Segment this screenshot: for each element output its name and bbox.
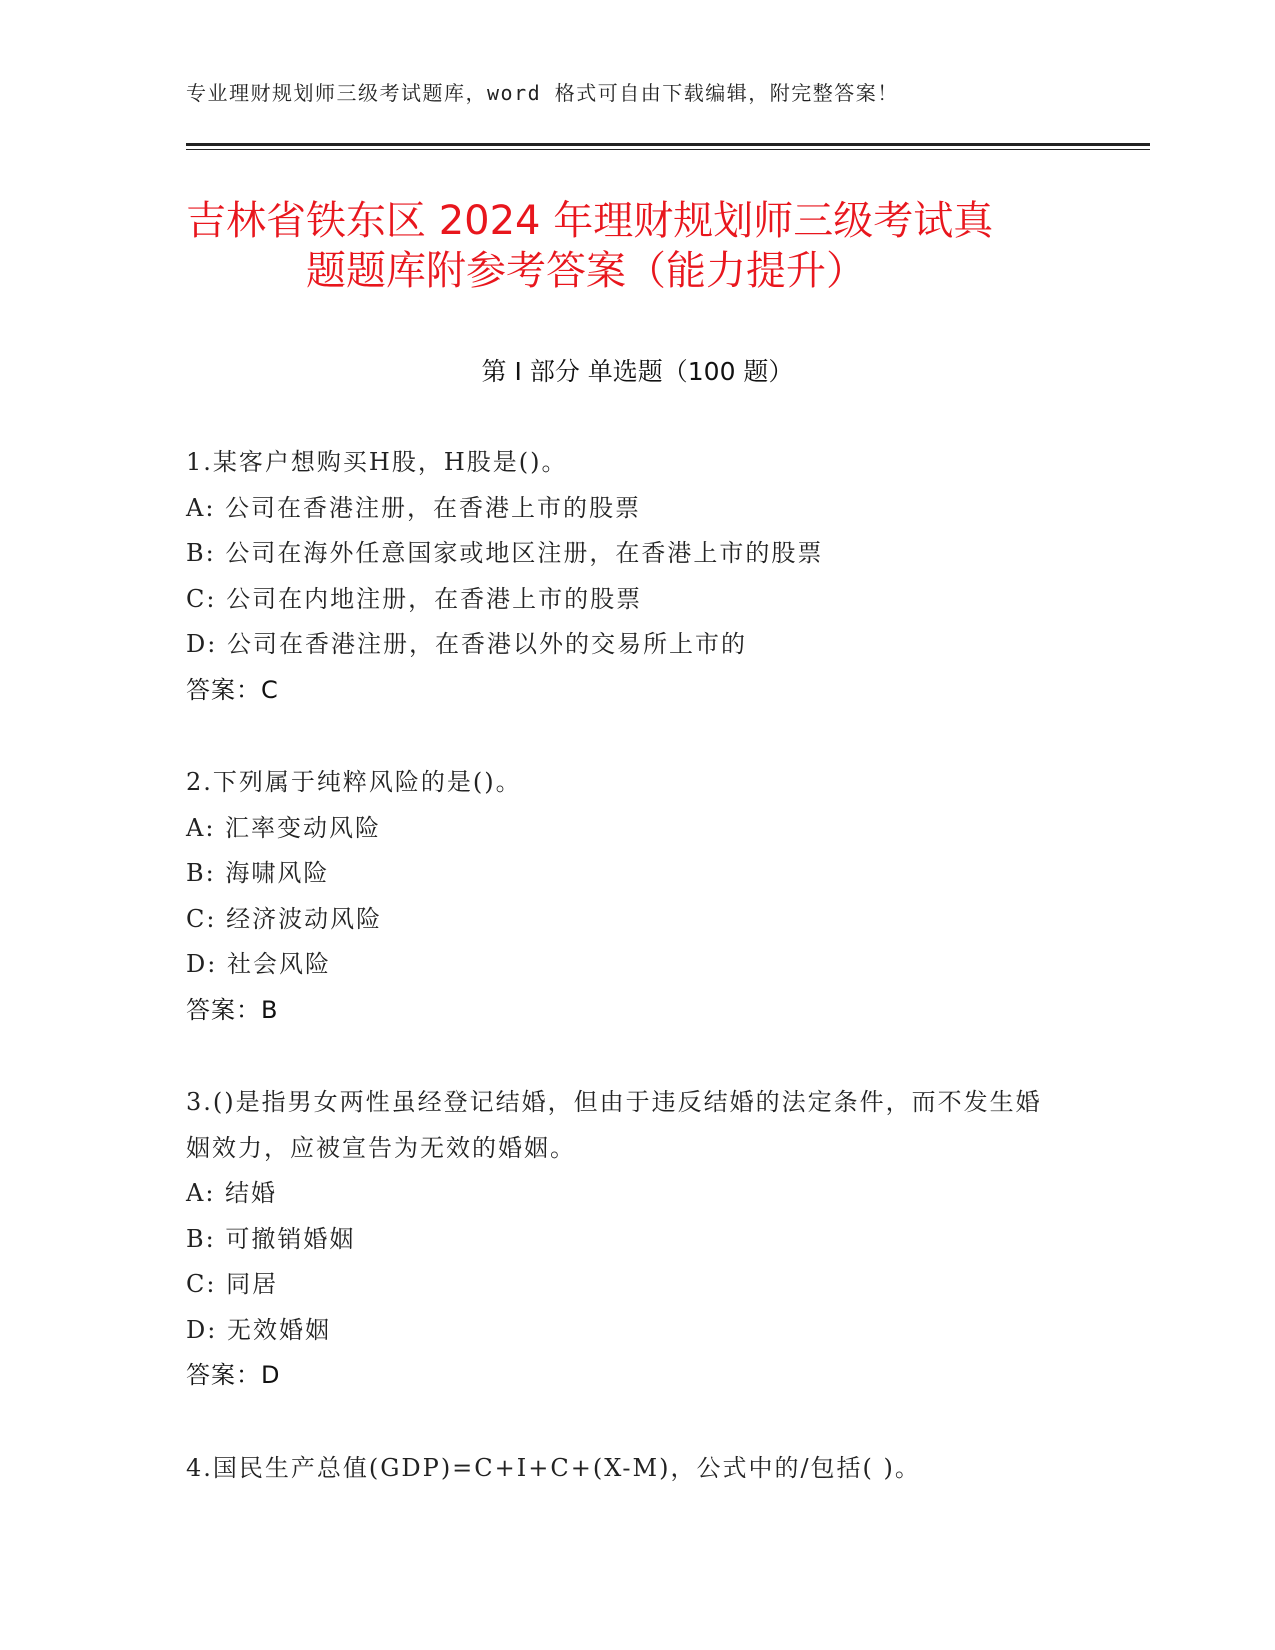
answer: 答案：B <box>186 995 279 1024</box>
option-d: D: 公司在香港注册，在香港以外的交易所上市的 <box>186 630 747 658</box>
question-list <box>186 440 1066 1538</box>
question-3 <box>186 1080 1066 1399</box>
question-stem: 4.国民生产总值(GDP)=C+I+C+(X-M)，公式中的/包括( )。 <box>186 1453 921 1482</box>
option-b: B: 海啸风险 <box>186 859 330 887</box>
question-stem: 2.下列属于纯粹风险的是()。 <box>186 768 522 796</box>
document-title <box>186 196 1086 296</box>
option-a: A: 公司在香港注册，在香港上市的股票 <box>186 493 642 522</box>
option-c: C: 公司在内地注册，在香港上市的股票 <box>186 584 643 613</box>
section-heading: 第 I 部分 单选题（100 题） <box>481 357 794 386</box>
question-stem: 1.某客户想购买H股，H股是()。 <box>186 448 568 476</box>
option-c: C: 同居 <box>186 1270 279 1298</box>
option-b: B: 可撤销婚姻 <box>186 1224 356 1253</box>
header-divider-thick <box>186 143 1150 146</box>
header-note: 专业理财规划师三级考试题库，word 格式可自由下载编辑，附完整答案！ <box>186 81 899 105</box>
header-divider-thin <box>186 149 1150 150</box>
question-2 <box>186 760 1066 1033</box>
question-stem: 3.()是指男女两性虽经登记结婚，但由于违反结婚的法定条件，而不发生婚姻效力，应被宣告为无效的婚姻。 <box>186 1088 1042 1162</box>
option-a: A: 汇率变动风险 <box>186 813 382 842</box>
question-4 <box>186 1446 1066 1492</box>
option-c: C: 经济波动风险 <box>186 904 383 933</box>
answer: 答案：D <box>186 1361 281 1389</box>
option-d: D: 无效婚姻 <box>186 1315 331 1344</box>
option-d: D: 社会风险 <box>186 950 331 978</box>
option-a: A: 结婚 <box>186 1179 278 1207</box>
question-1 <box>186 440 1066 713</box>
answer: 答案：C <box>186 675 279 704</box>
document-title-line-2: 题题库附参考答案（能力提升） <box>306 248 866 294</box>
option-b: B: 公司在海外任意国家或地区注册，在香港上市的股票 <box>186 539 824 567</box>
document-title-line-1: 吉林省铁东区 2024 年理财规划师三级考试真 <box>186 198 994 244</box>
